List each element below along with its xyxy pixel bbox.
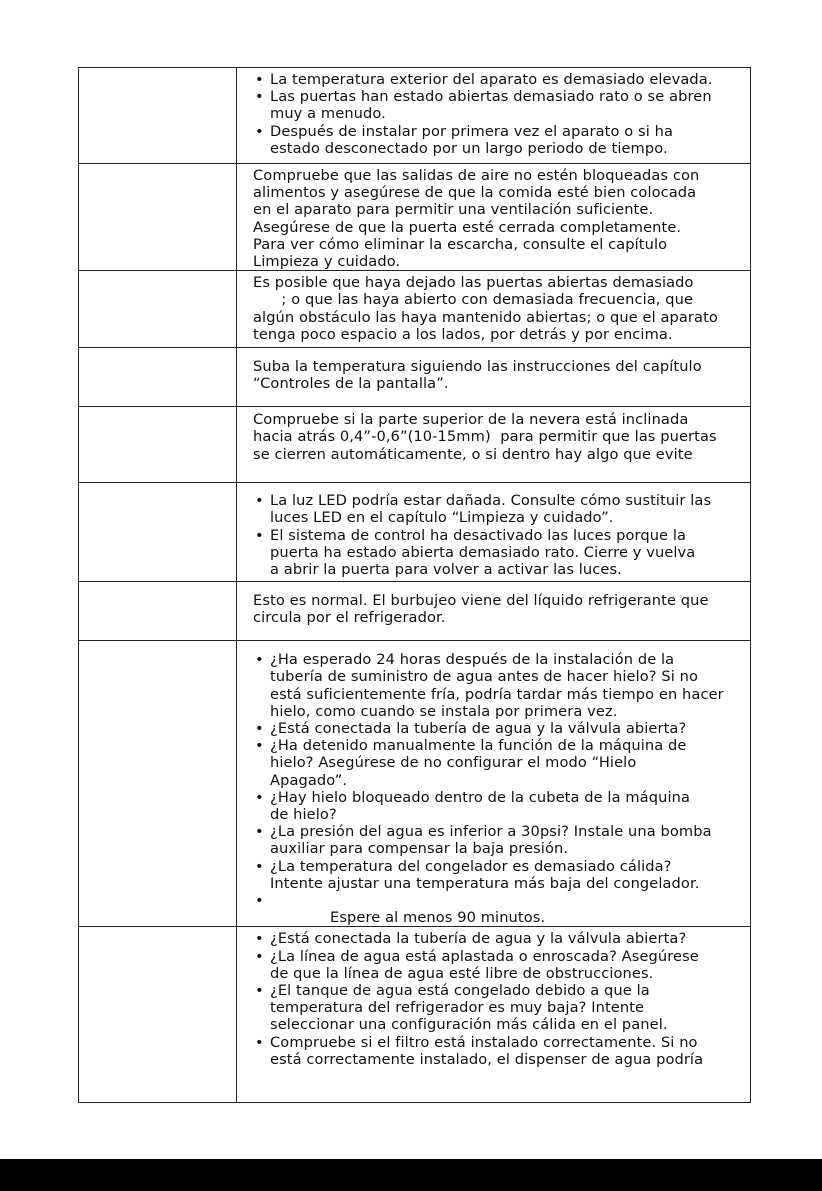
bullet-icon: • [255, 492, 264, 510]
list-item: • La temperatura exterior del aparato es demasiado elevada. [255, 71, 713, 88]
problem-cell [79, 68, 237, 164]
list-item: • ¿Ha detenido manualmente la función de la máquina de hielo? Asegúrese de no configurar el modo “Hielo Apagado”. [255, 737, 687, 789]
solution-cell [237, 68, 751, 164]
list-item: • ¿Hay hielo bloqueado dentro de la cubeta de la máquina de hielo? [255, 788, 690, 824]
list-item: • La luz LED podría estar dañada. Consulte cómo sustituir las luces LED en el capítulo “Limpieza y cuidado”. [255, 492, 712, 527]
solution-cell [237, 271, 751, 348]
list-item: • ¿Está conectada la tubería de agua y la válvula abierta? [255, 930, 687, 948]
solution-cell [237, 407, 751, 483]
list-item: • ¿La presión del agua es inferior a 30psi? Instale una bomba auxiliar para compensar la baja presión. [255, 823, 712, 858]
list-item: • ¿Ha esperado 24 horas después de la instalación de la tubería de suministro de agua antes de hacer hielo? Si no está suficientemente fría, podría tardar más tiempo en hacer hielo, como cuando se instala por primera vez. [255, 651, 724, 720]
bullet-icon: • [255, 892, 264, 910]
table-row [79, 68, 751, 164]
table-row [79, 271, 751, 348]
list-item: • Compruebe si el filtro está instalado correctamente. Si no está correctamente instalado, el dispenser de agua podría [255, 1033, 704, 1068]
problem-cell [79, 407, 237, 483]
problem-cell [79, 927, 237, 1103]
bullet-icon: • [255, 71, 264, 88]
list-item: • ¿La temperatura del congelador es demasiado cálida? Intente ajustar una temperatura más baja del congelador. [255, 857, 700, 892]
row-1-content: Compruebe que las salidas de aire no estén bloqueadas con alimentos y asegúrese de que la comida esté bien colocada en el aparato para permitir una ventilación suficiente. Asegúrese de que la puerta esté cerrada completamente. Para ver cómo eliminar la escarcha, consulte el capítulo Limpieza y cuidado. [253, 167, 700, 271]
table-row [79, 483, 751, 582]
bullet-icon: • [255, 1033, 264, 1051]
list-item: • Después de instalar por primera vez el aparato o si ha estado desconectado por un largo periodo de tiempo. [255, 122, 673, 157]
table-row [79, 407, 751, 483]
table-row [79, 164, 751, 271]
problem-cell [79, 641, 237, 927]
bottom-black-bar [0, 1159, 822, 1191]
problem-cell [79, 164, 237, 271]
row-5-content [237, 483, 750, 578]
solution-cell [237, 927, 751, 1103]
list-item: • ¿La línea de agua está aplastada o enroscada? Asegúrese de que la línea de agua esté libre de obstrucciones. [255, 947, 699, 982]
table-row [79, 348, 751, 407]
solution-cell [237, 483, 751, 582]
bullet-icon: • [255, 857, 264, 875]
list-item: • ¿El tanque de agua está congelado debido a que la temperatura del refrigerador es muy baja? Intente seleccionar una configuración más cálida en el panel. [255, 982, 668, 1034]
solution-cell [237, 164, 751, 271]
bullet-icon: • [255, 788, 264, 806]
problem-cell [79, 348, 237, 407]
row-8-content [237, 927, 750, 1068]
bullet-icon: • [255, 720, 264, 738]
bullet-icon: • [255, 88, 264, 106]
bullet-icon: • [255, 122, 264, 140]
solution-cell [237, 348, 751, 407]
bullet-icon: • [255, 737, 264, 755]
row-2-content: Es posible que haya dejado las puertas abiertas demasiado ; o que las haya abierto con demasiada frecuencia, que algún obstáculo las haya mantenido abiertas; o que el aparato tenga poco espacio a los lados, por detrás y por encima. [253, 274, 718, 343]
table-row [79, 582, 751, 641]
list-item: • Espere al menos 90 minutos. [255, 892, 546, 927]
bullet-icon: • [255, 930, 264, 948]
row-7-content [237, 641, 750, 926]
list-item: • El sistema de control ha desactivado las luces porque la puerta ha estado abierta demasiado rato. Cierre y vuelva a abrir la puerta para volver a activar las luces. [255, 526, 696, 579]
solution-cell [237, 641, 751, 927]
list-item: • Las puertas han estado abiertas demasiado rato o se abren muy a menudo. [255, 88, 712, 123]
bullet-icon: • [255, 982, 264, 1000]
bullet-icon: • [255, 651, 264, 669]
troubleshooting-table [78, 67, 751, 1103]
row-4-content: Compruebe si la parte superior de la nevera está inclinada hacia atrás 0,4”-0,6”(10-15mm) para permitir que las puertas se cierren automáticamente, o si dentro hay algo que evite [253, 411, 717, 463]
bullet-icon: • [255, 947, 264, 965]
table-row [79, 641, 751, 927]
problem-cell [79, 271, 237, 348]
row-3-content: Suba la temperatura siguiendo las instrucciones del capítulo “Controles de la pantalla”. [253, 358, 702, 393]
bullet-icon: • [255, 823, 264, 841]
problem-cell [79, 483, 237, 582]
list-item: • ¿Está conectada la tubería de agua y la válvula abierta? [255, 720, 687, 738]
table-row [79, 927, 751, 1103]
row-0-content [237, 68, 750, 157]
bullet-icon: • [255, 526, 264, 544]
solution-cell [237, 582, 751, 641]
problem-cell [79, 582, 237, 641]
row-6-content: Esto es normal. El burbujeo viene del líquido refrigerante que circula por el refrigerador. [253, 592, 709, 627]
